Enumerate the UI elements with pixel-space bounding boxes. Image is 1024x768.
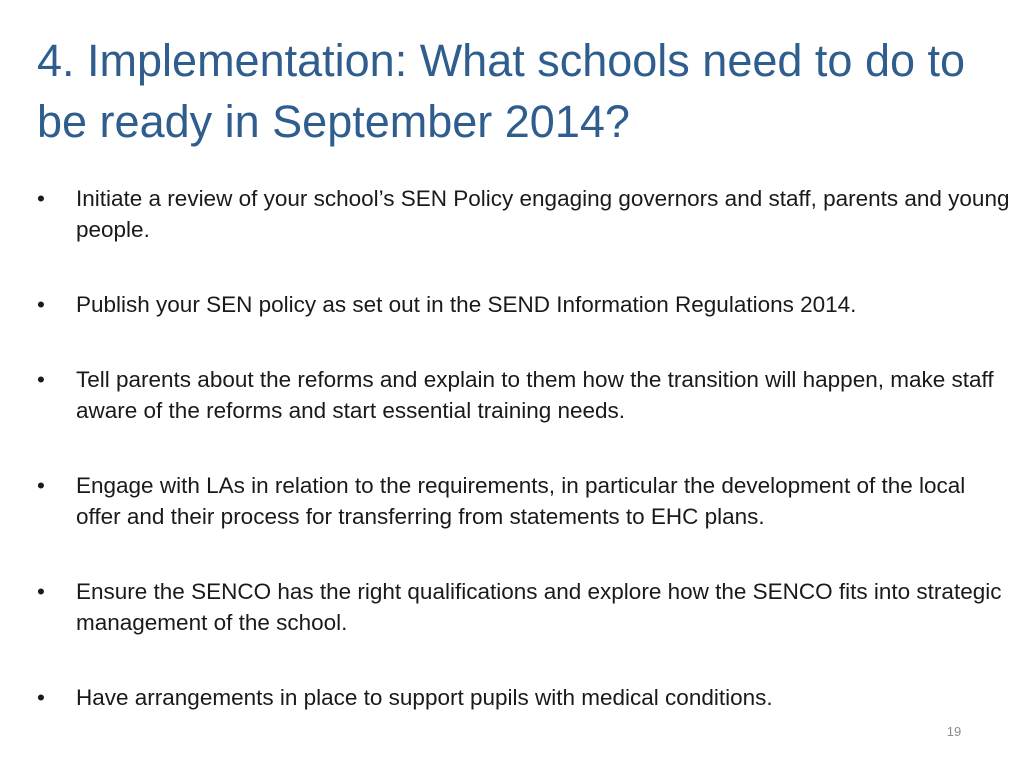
bullet-icon: • — [37, 292, 45, 317]
bullet-icon: • — [37, 685, 45, 710]
bullet-text: Ensure the SENCO has the right qualifications and explore how the SENCO fits into strategic management of the school. — [76, 579, 1002, 635]
bullet-text: Publish your SEN policy as set out in the SEND Information Regulations 2014. — [76, 292, 857, 317]
bullet-text: Engage with LAs in relation to the requirements, in particular the development of the local offer and their process for transferring from statements to EHC plans. — [76, 473, 966, 529]
bullet-text: Tell parents about the reforms and explain to them how the transition will happen, make staff aware of the reforms and start essential training needs. — [76, 367, 994, 423]
bullet-text: Have arrangements in place to support pupils with medical conditions. — [76, 685, 773, 710]
bullet-icon: • — [37, 473, 45, 498]
bullet-icon: • — [37, 367, 45, 392]
bullet-item — [37, 682, 1015, 713]
bullet-icon: • — [37, 186, 45, 211]
bullet-item — [37, 576, 1015, 638]
bullet-item — [37, 364, 1015, 426]
bullet-text: Initiate a review of your school’s SEN Policy engaging governors and staff, parents and young people. — [76, 186, 1010, 242]
bullet-list — [37, 183, 1015, 713]
slide-number: 19 — [946, 724, 962, 739]
bullet-item — [37, 289, 1015, 320]
bullet-icon: • — [37, 579, 45, 604]
bullet-item — [37, 470, 1015, 532]
slide-title: 4. Implementation: What schools need to do to be ready in September 2014? — [37, 35, 966, 147]
bullet-item — [37, 183, 1015, 245]
